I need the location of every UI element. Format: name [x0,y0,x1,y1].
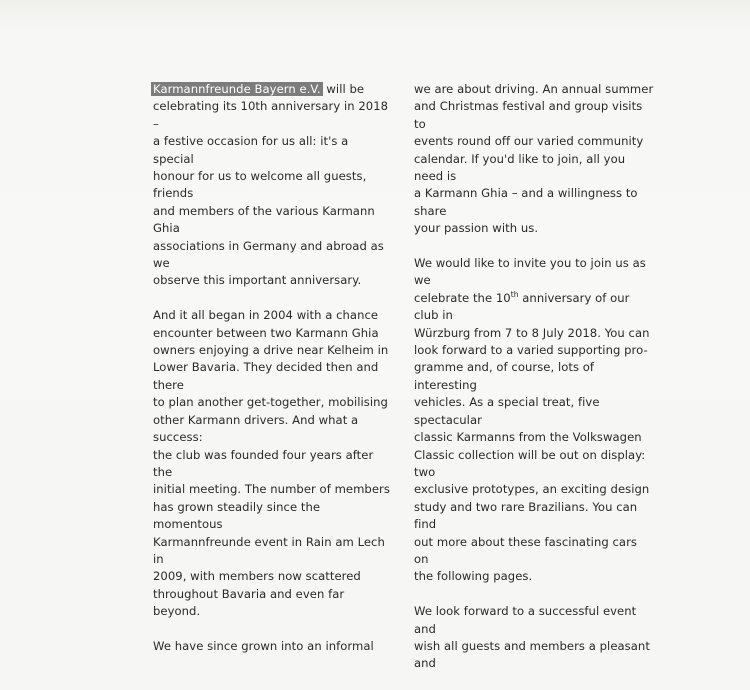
left-text-column [153,81,391,673]
right-text-column [414,81,654,690]
history-paragraph: And it all began in 2004 with a chance encounter between two Karmann Ghia owners enjoying a drive near Kelheim in Lower Bavaria. They decided then and there to plan another get-together, mobilising other Karmann drivers. And what a success: the club was founded four years after the initial meeting. The number of members has grown steadily since the momentous Karmannfreunde event in Rain am Lech in 2009, with members now scattered throughout Bavaria and even far beyond. [153,308,390,619]
invitation-paragraph [414,255,654,586]
club-name-highlight: Karmannfreunde Bayern e.V. [153,82,321,96]
activities-paragraph: we are about driving. An annual summer and Christmas festival and group visits to events round off our varied community calendar. If you'd like to join, all you need is a Karmann Ghia – and a willingness to share your passion with us. [414,82,654,236]
informal-paragraph: We have since grown into an informal [153,638,374,653]
closing-paragraph: We look forward to a successful event and wish all guests and members a pleasant and [414,604,650,671]
ordinal-superscript: th [510,289,519,299]
intro-paragraph-text: will be celebrating its 10th anniversary in 2018 – a festive occasion for us all: it's a special honour for us to welcome all guests, friends and members of the various Karmann Ghia associations in Germany and abroad as we observe this important anniversary. [153,82,389,288]
invitation-text-end: anniversary of our club in Würzburg from 7 to 8 July 2018. You can look forward to a varied supporting pro- gramme and, of course, lots of interesting vehicles. As a special treat, five spectacular classic Karmanns from the Volkswagen Classic collection will be out on display: two exclusive prototypes, an exciting design study and two rare Brazilians. You can find out more about these fascinating cars on the following pages. [414,290,650,584]
invitation-text-start: We would like to invite you to join us as we celebrate the 10 [414,256,646,305]
intro-paragraph [153,81,391,290]
